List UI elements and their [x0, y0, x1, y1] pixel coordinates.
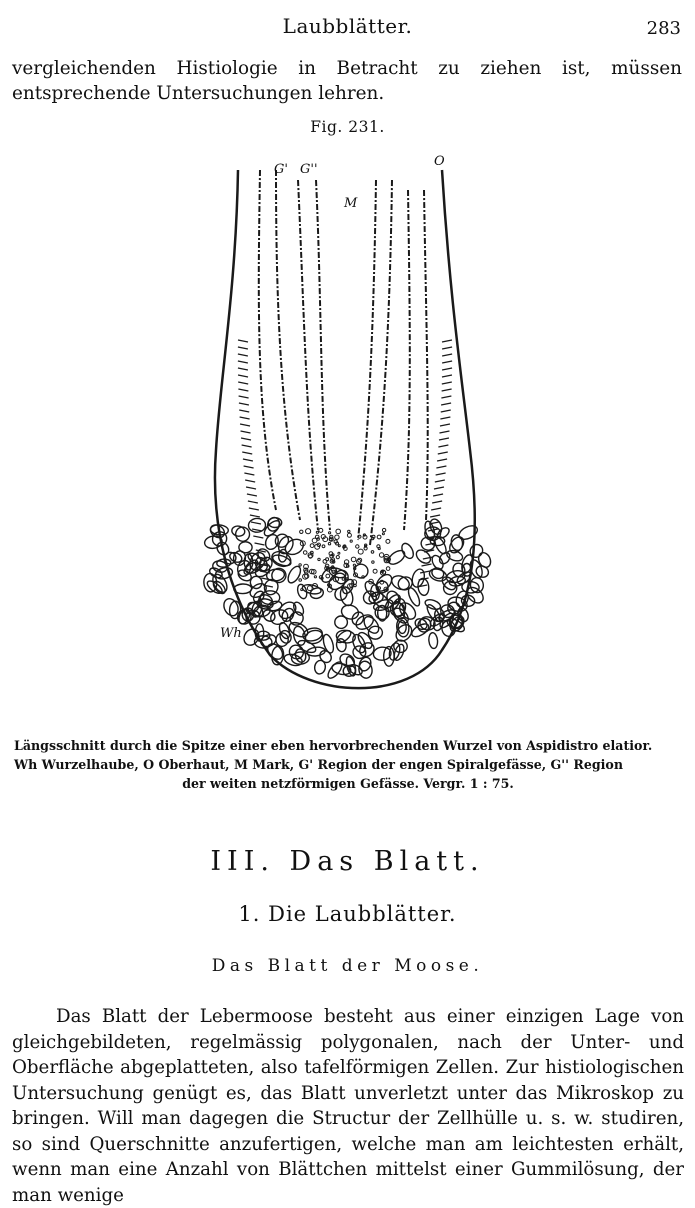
figure-label: Fig. 231.: [310, 118, 385, 136]
cortex-cell-wall: [238, 382, 248, 384]
caption-line-1: Längsschnitt durch die Spitze einer eben hervorbrechenden Wurzel von Aspidistro elatior.: [14, 738, 653, 753]
root-cap-cell: [447, 534, 467, 555]
meristem-cell: [338, 545, 340, 547]
vascular-strand: [276, 170, 300, 520]
meristem-cell: [336, 529, 341, 534]
cortex-cell-wall: [428, 529, 438, 531]
meristem-cell: [348, 530, 350, 532]
meristem-cell: [335, 535, 339, 539]
cortex-cell-wall: [436, 466, 446, 468]
root-tip-illustration: [180, 150, 520, 720]
cortex-cell-wall: [248, 501, 258, 503]
cortex-cell-wall: [255, 543, 265, 545]
meristem-cell: [330, 538, 332, 540]
running-head: [0, 14, 695, 42]
cortex-cell-wall: [441, 403, 451, 405]
meristem-cell: [310, 544, 314, 548]
meristem-cell: [351, 557, 356, 562]
meristem-cell: [318, 558, 320, 560]
meristem-cell: [329, 532, 331, 534]
meristem-cell: [319, 528, 323, 532]
meristem-cell: [342, 578, 345, 581]
root-cap-cell: [208, 522, 227, 540]
meristem-cell: [353, 564, 355, 566]
cortex-cell-wall: [244, 466, 254, 468]
cortex-cell-wall: [238, 368, 248, 370]
cortex-cell-wall: [440, 424, 450, 426]
vascular-strand: [370, 180, 392, 545]
meristem-cell: [312, 538, 317, 543]
cortex-cell-wall: [432, 501, 442, 503]
cortex-cell-wall: [437, 459, 447, 461]
meristem-cell: [301, 589, 303, 591]
meristem-cell: [386, 539, 390, 543]
cortex-cell-wall: [436, 473, 446, 475]
meristem-cell: [299, 564, 301, 566]
root-cap-cell: [468, 542, 486, 560]
meristem-cell: [300, 530, 303, 533]
cortex-cell-wall: [439, 438, 449, 440]
vascular-strand: [298, 180, 318, 530]
cortex-cell-wall: [421, 564, 431, 566]
meristem-cell: [322, 545, 325, 548]
root-cap-cell: [241, 626, 262, 648]
root-cap-cell: [457, 523, 480, 542]
cortex-cell-wall: [239, 396, 249, 398]
cortex-cell-wall: [246, 487, 256, 489]
meristem-cell: [316, 531, 318, 533]
cortex-cell-wall: [435, 480, 445, 482]
body-text-block: [12, 1004, 684, 1208]
cortex-cell-wall: [442, 389, 452, 391]
meristem-cell: [356, 545, 359, 548]
vascular-strand: [358, 180, 376, 540]
cortex-cell-wall: [423, 557, 433, 559]
running-title: Laubblätter.: [282, 14, 413, 38]
meristem-cell: [314, 576, 316, 578]
cortex-cell-wall: [442, 375, 452, 377]
cortex-cell-wall: [441, 410, 451, 412]
cortex-cell-wall: [256, 550, 266, 552]
cortex-cell-wall: [434, 487, 444, 489]
meristem-cell: [372, 561, 374, 563]
section-heading: III. Das Blatt.: [210, 846, 485, 877]
cortex-cell-wall: [238, 361, 248, 363]
root-cap-cell: [286, 564, 303, 585]
root-cap-cell: [229, 601, 241, 619]
root-cap-cell: [271, 553, 292, 568]
meristem-cell: [347, 533, 351, 537]
intro-paragraph: vergleichenden Histiologie in Betracht zu ziehen ist, müssen entsprechende Untersuchungen lehren.: [12, 58, 682, 104]
cortex-cell-wall: [238, 347, 248, 349]
cortex-cell-wall: [441, 396, 451, 398]
cortex-cell-wall: [442, 382, 452, 384]
cortex-cell-wall: [253, 536, 263, 538]
body-paragraph: Das Blatt der Lebermoose besteht aus einer einzigen Lage von gleichgebildeten, regelmässig polygonalen, nach der Unter- und Oberfläche abgeplatteten, also tafelförmigen Zellen. Zur histiologischen Untersuchung genügt es, das Blatt unverletzt unter das Mikroskop zu bringen. Will man dagegen die Structur der Zellhülle u. s. w. studiren, so sind Querschnitte anzufertigen, welche man am leichtesten erhält, wenn man eine Anzahl von Blättchen mittelst einer Gummilösung, der man wenige: [12, 1006, 684, 1206]
cortex-cell-wall: [238, 389, 248, 391]
cortex-cell-wall: [238, 340, 248, 342]
meristem-cell: [328, 543, 330, 545]
cortex-cell-wall: [442, 361, 452, 363]
cortex-cell-wall: [242, 452, 252, 454]
meristem-cell: [377, 545, 380, 548]
root-cap-cell: [296, 583, 308, 599]
meristem-cell: [350, 540, 352, 542]
cortex-cell-wall: [433, 494, 443, 496]
root-cap-cell: [234, 584, 252, 594]
cortex-cell-wall: [439, 431, 449, 433]
subsection-heading: 1. Die Laubblätter.: [238, 902, 457, 926]
cortex-cell-wall: [244, 473, 254, 475]
cortex-cell-wall: [430, 515, 440, 517]
vascular-strand: [316, 180, 330, 530]
cortex-cell-wall: [440, 417, 450, 419]
root-cap-cell: [269, 566, 288, 585]
cortex-cell-wall: [249, 508, 259, 510]
figure-mark-m: M: [344, 196, 358, 211]
subsubsection-heading: Das Blatt der Moose.: [211, 956, 484, 976]
figure-mark-o: O: [434, 154, 445, 169]
cortex-cell-wall: [252, 529, 262, 531]
cortex-cell-wall: [438, 445, 448, 447]
cortex-cell-wall: [240, 424, 250, 426]
cortex-cell-wall: [438, 452, 448, 454]
cortex-cell-wall: [238, 375, 248, 377]
cortex-cell-wall: [250, 515, 260, 517]
cortex-cell-wall: [241, 438, 251, 440]
caption-line-2: Wh Wurzelhaube, O Oberhaut, M Mark, G' Region der engen Spiralgefässe, G'' Region: [14, 757, 623, 772]
root-cap-cell: [393, 640, 407, 653]
page-number: 283: [646, 18, 681, 39]
cortex-cell-wall: [247, 494, 257, 496]
root-cap-cell: [424, 598, 442, 611]
meristem-cell: [303, 551, 307, 555]
cortex-cell-wall: [242, 445, 252, 447]
meristem-cell: [306, 529, 311, 534]
cortex-cell-wall: [239, 410, 249, 412]
meristem-cell: [373, 569, 377, 573]
meristem-cell: [338, 552, 340, 554]
meristem-cell: [336, 556, 339, 559]
cortex-cell-wall: [442, 347, 452, 349]
root-cap-cell: [239, 542, 253, 553]
meristem-cell: [358, 535, 361, 538]
caption-line-3: der weiten netzförmigen Gefässe. Vergr. 1 : 75.: [182, 776, 514, 791]
meristem-cell: [358, 549, 363, 554]
meristem-cell: [382, 533, 384, 535]
meristem-cell: [371, 551, 374, 554]
cortex-cell-wall: [442, 354, 452, 356]
meristem-cell: [299, 579, 302, 582]
vascular-strand: [259, 170, 276, 510]
intro-paragraph-block: [12, 56, 682, 106]
cortex-cell-wall: [431, 508, 441, 510]
root-cap-cell: [428, 632, 438, 649]
cortex-cell-wall: [442, 368, 452, 370]
figure-mark-wh: Wh: [220, 626, 242, 641]
cortex-cell-wall: [442, 340, 452, 342]
meristem-cell: [382, 528, 385, 531]
meristem-cell: [386, 567, 390, 571]
vascular-strand: [424, 190, 428, 520]
cortex-cell-wall: [420, 571, 430, 573]
figure-mark-g1: G': [274, 162, 288, 177]
cortex-cell-wall: [243, 459, 253, 461]
figure-mark-g2: G'': [300, 162, 318, 177]
meristem-cell: [326, 574, 330, 578]
meristem-cell: [379, 553, 383, 557]
vascular-strand: [404, 190, 410, 530]
meristem-cell: [307, 586, 312, 591]
cortex-cell-wall: [245, 480, 255, 482]
cortex-cell-wall: [241, 431, 251, 433]
figure-caption: [14, 736, 682, 793]
meristem-cell: [323, 560, 327, 564]
meristem-cell: [377, 535, 381, 539]
cortex-cell-wall: [240, 417, 250, 419]
cortex-cell-wall: [238, 354, 248, 356]
cortex-cell-wall: [251, 522, 261, 524]
cortex-cell-wall: [239, 403, 249, 405]
